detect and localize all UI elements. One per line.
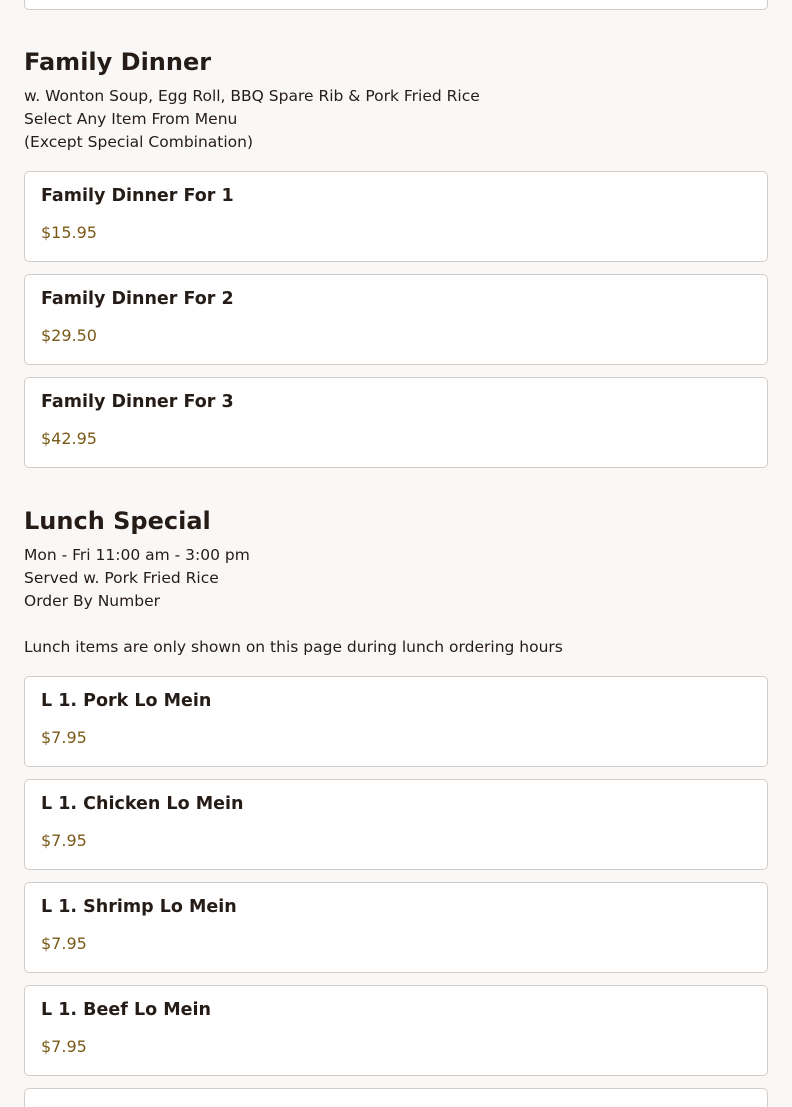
menu-item-card[interactable]: [24, 274, 768, 365]
menu-item-name: L 1. Beef Lo Mein: [41, 1000, 211, 1020]
menu-item-name: L 1. Pork Lo Mein: [41, 691, 212, 711]
section-title-lunch-special: Lunch Special: [24, 507, 211, 535]
menu-item-card[interactable]: [24, 171, 768, 262]
section-description-line: (Except Special Combination): [24, 133, 254, 151]
section-description-line: Served w. Pork Fried Rice: [24, 569, 219, 587]
menu-item-price: $7.95: [41, 728, 87, 747]
menu-item-price: $7.95: [41, 934, 87, 953]
menu-item-name: L 1. Shrimp Lo Mein: [41, 897, 237, 917]
menu-item-name: L 1. Chicken Lo Mein: [41, 794, 244, 814]
menu-item-price: $7.95: [41, 1037, 87, 1056]
menu-item-card[interactable]: [24, 985, 768, 1076]
menu-item-card[interactable]: [24, 377, 768, 468]
section-description-line: Select Any Item From Menu: [24, 110, 238, 128]
menu-item-price: $29.50: [41, 326, 97, 345]
menu-item-price: $42.95: [41, 429, 97, 448]
section-title-family-dinner: Family Dinner: [24, 48, 212, 76]
menu-item-price: $7.95: [41, 831, 87, 850]
menu-item-card-partial-top[interactable]: [24, 0, 768, 10]
menu-item-card[interactable]: [24, 779, 768, 870]
menu-item-name: Family Dinner For 2: [41, 289, 234, 309]
lunch-hours-notice: Lunch items are only shown on this page during lunch ordering hours: [24, 638, 563, 656]
section-description-line: Order By Number: [24, 592, 160, 610]
menu-item-name: Family Dinner For 1: [41, 186, 234, 206]
menu-item-price: $15.95: [41, 223, 97, 242]
menu-item-card[interactable]: [24, 882, 768, 973]
menu-item-card-partial-bottom[interactable]: [24, 1088, 768, 1107]
section-description-line: w. Wonton Soup, Egg Roll, BBQ Spare Rib & Pork Fried Rice: [24, 87, 480, 105]
menu-item-name: Family Dinner For 3: [41, 392, 234, 412]
menu-item-card[interactable]: [24, 676, 768, 767]
section-description-line: Mon - Fri 11:00 am - 3:00 pm: [24, 546, 250, 564]
